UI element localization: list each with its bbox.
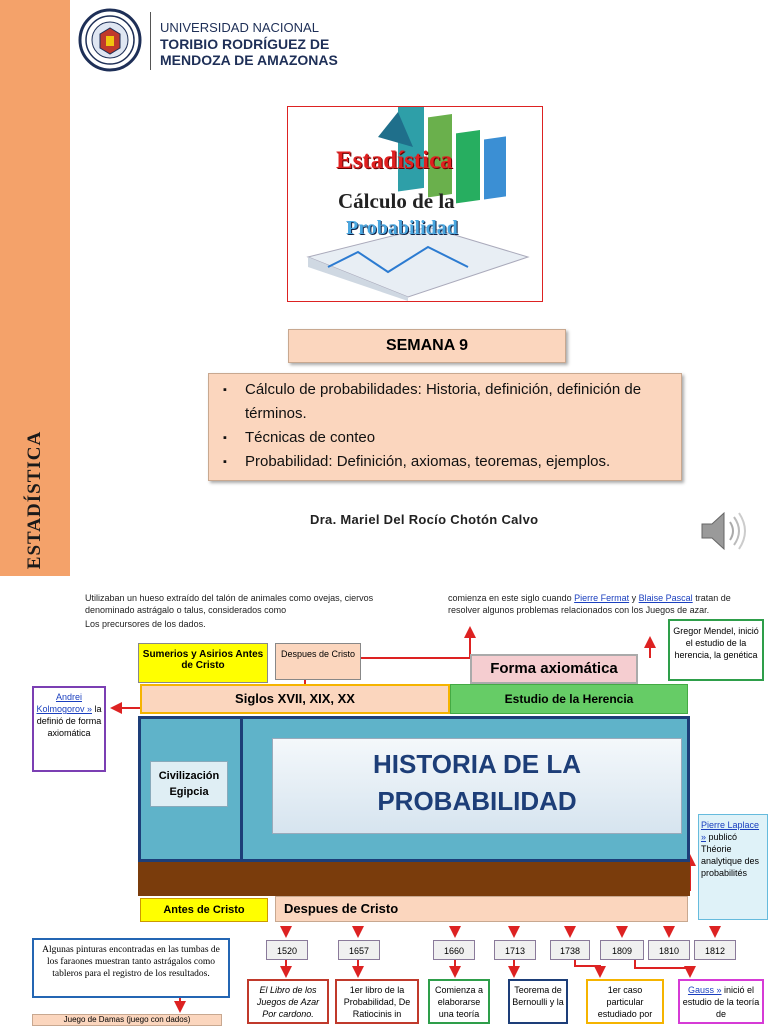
history-slide bbox=[0, 586, 768, 1024]
note-1713: Teorema de Bernoulli y la bbox=[508, 979, 568, 1024]
topics-box bbox=[208, 373, 682, 481]
year-1660: 1660 bbox=[433, 940, 475, 960]
link-pierre-laplace[interactable]: Pierre Laplace » bbox=[701, 820, 760, 842]
box-kolmogorov bbox=[32, 686, 106, 772]
year-1812: 1812 bbox=[694, 940, 736, 960]
year-1520: 1520 bbox=[266, 940, 308, 960]
note-fermat-pascal bbox=[448, 592, 748, 616]
link-gauss[interactable]: Gauss » bbox=[687, 985, 722, 995]
note-1520: El Libro de los Juegos de Azar Por cardono. bbox=[247, 979, 329, 1024]
university-name-line3: MENDOZA DE AMAZONAS bbox=[160, 52, 338, 68]
box-pinturas: Algunas pinturas encontradas en las tumbas de los faraones muestran tanto astrágalos como tableros para el registro de los resultados. bbox=[32, 938, 230, 998]
cover-title: Estadística bbox=[336, 147, 453, 174]
year-1809: 1809 bbox=[600, 940, 644, 960]
box-gregor-mendel: Gregor Mendel, inició el estudio de la herencia, la genética bbox=[668, 619, 764, 681]
year-1738: 1738 bbox=[550, 940, 590, 960]
note-astragalo: Utilizaban un hueso extraído del talón de animales como ovejas, ciervos denominado astrágalo o talus, considerados como bbox=[85, 593, 374, 615]
gauss-text: inició el estudio de la teoría de bbox=[682, 985, 760, 1019]
laplace-text: publicó Théorie analytique des probabilités bbox=[701, 832, 760, 878]
box-despues-de-cristo: Despues de Cristo bbox=[275, 896, 688, 922]
logo-divider bbox=[150, 12, 151, 70]
university-seal-icon bbox=[78, 8, 142, 72]
university-name-line2: TORIBIO RODRÍGUEZ DE bbox=[160, 36, 330, 52]
note-1660: Comienza a elaborarse una teoría bbox=[428, 979, 490, 1024]
note-fermat-pre: comienza en este siglo cuando bbox=[448, 593, 572, 603]
box-antes-de-cristo: Antes de Cristo bbox=[140, 898, 268, 922]
panel-divider bbox=[240, 716, 243, 862]
cover-subtitle: Cálculo de la bbox=[338, 189, 455, 213]
box-sumerios: Sumerios y Asirios Antes de Cristo bbox=[138, 643, 268, 683]
topic-item: ▪ Cálculo de probabilidades: Historia, definición, definición de términos. bbox=[223, 378, 673, 426]
topic-item: ▪ Probabilidad: Definición, axiomas, teoremas, ejemplos. bbox=[223, 450, 673, 474]
box-forma-axiomatica: Forma axiomática bbox=[470, 654, 638, 684]
note-1657: 1er libro de la Probabilidad, De Ratiocinis in bbox=[335, 979, 419, 1024]
year-1810: 1810 bbox=[648, 940, 690, 960]
year-1713: 1713 bbox=[494, 940, 536, 960]
sidebar-label-text: ESTADÍSTICA bbox=[24, 430, 45, 570]
cover-subtitle-2: Probabilidad bbox=[346, 217, 458, 239]
note-fermat-y: y bbox=[631, 593, 637, 603]
year-1657: 1657 bbox=[338, 940, 380, 960]
speaker-icon[interactable] bbox=[698, 508, 748, 554]
history-title-line2: PROBABILIDAD bbox=[377, 786, 577, 816]
box-siglos: Siglos XVII, XIX, XX bbox=[140, 684, 450, 714]
box-despues-de-cristo-small: Despues de Cristo bbox=[275, 643, 361, 680]
note-precursores: Los precursores de los dados. bbox=[85, 619, 206, 629]
history-title-line1: HISTORIA DE LA bbox=[372, 749, 581, 779]
topic-item: ▪ Técnicas de conteo bbox=[223, 426, 673, 450]
link-andrei-kolmogorov[interactable]: Andrei Kolmogorov » bbox=[36, 692, 92, 714]
kolmogorov-text: la definió de forma axiomática bbox=[36, 704, 102, 738]
university-name-line1: UNIVERSIDAD NACIONAL bbox=[160, 20, 319, 35]
author-name: Dra. Mariel Del Rocío Chotón Calvo bbox=[310, 512, 539, 527]
timeline-band bbox=[138, 862, 690, 896]
link-blaise-pascal[interactable]: Blaise Pascal bbox=[638, 593, 693, 603]
cover-image bbox=[287, 106, 543, 302]
box-laplace bbox=[698, 814, 768, 920]
history-title-box bbox=[272, 738, 682, 834]
box-juego-damas: Juego de Damas (juego con dados) bbox=[32, 1014, 222, 1026]
box-estudio-herencia: Estudio de la Herencia bbox=[450, 684, 688, 714]
sidebar-vertical-label bbox=[10, 430, 60, 570]
box-civilizacion-egipcia: Civilización Egipcia bbox=[150, 761, 228, 807]
note-fermat-post: tratan de resolver algunos problemas relacionados con los Juegos de azar. bbox=[448, 593, 731, 615]
link-pierre-fermat[interactable]: Pierre Fermat bbox=[574, 593, 630, 603]
note-1738: 1er caso particular estudiado por bbox=[586, 979, 664, 1024]
week-label: SEMANA 9 bbox=[288, 329, 566, 363]
note-gauss bbox=[678, 979, 764, 1024]
